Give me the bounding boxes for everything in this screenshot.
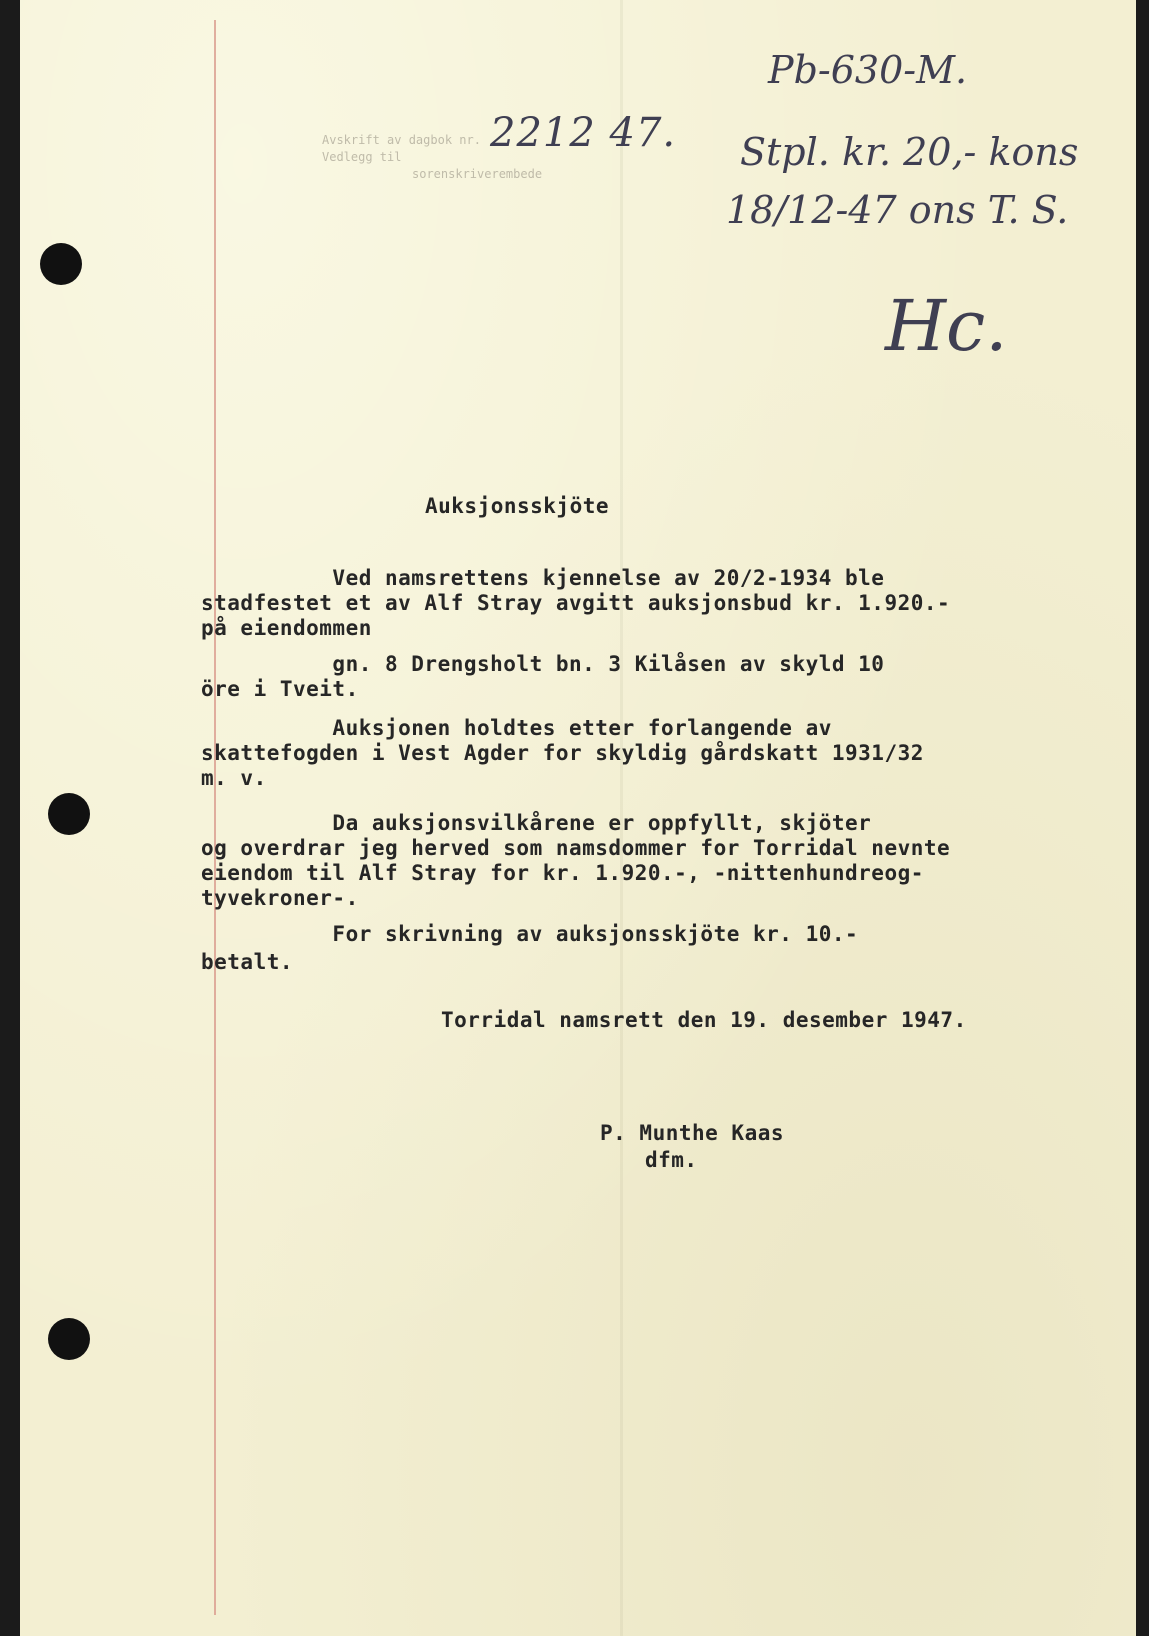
body-line-13: For skrivning av auksjonsskjöte kr. 10.- — [201, 922, 859, 946]
body-line-2: stadfestet et av Alf Stray avgitt auksjonsbud kr. 1.920.- — [201, 591, 951, 615]
body-line-5: öre i Tveit. — [201, 677, 359, 701]
handwritten-note-line-3: 18/12-47 ons T. S. — [726, 188, 1069, 232]
document-page — [20, 0, 1136, 1636]
stamp-line-2: Vedlegg til — [322, 150, 402, 164]
handwritten-note-line-1: Pb-630-M. — [768, 48, 968, 92]
body-line-14: betalt. — [201, 950, 294, 974]
body-line-11: eiendom til Alf Stray for kr. 1.920.-, -nittenhundreog- — [201, 861, 924, 885]
handwritten-ref-number: 2212 47. — [490, 110, 677, 156]
body-line-1: Ved namsrettens kjennelse av 20/2-1934 ble — [201, 566, 885, 590]
punch-hole-top — [40, 243, 82, 285]
body-line-10: og overdrar jeg herved som namsdommer for Torridal nevnte — [201, 836, 951, 860]
stamp-line-3: sorenskriverembede — [412, 167, 543, 181]
body-line-4: gn. 8 Drengsholt bn. 3 Kilåsen av skyld 10 — [201, 652, 885, 676]
place-and-date: Torridal namsrett den 19. desember 1947. — [441, 1008, 967, 1032]
body-line-3: på eiendommen — [201, 616, 372, 640]
body-line-8: m. v. — [201, 766, 267, 790]
punch-hole-middle — [48, 793, 90, 835]
body-line-12: tyvekroner-. — [201, 886, 359, 910]
document-title: Auksjonsskjöte — [425, 494, 610, 518]
body-line-7: skattefogden i Vest Agder for skyldig gårdskatt 1931/32 — [201, 741, 924, 765]
handwritten-initials: Hc. — [885, 285, 1008, 367]
signature-title: dfm. — [645, 1148, 698, 1172]
signature-name: P. Munthe Kaas — [600, 1121, 785, 1145]
body-line-6: Auksjonen holdtes etter forlangende av — [201, 716, 832, 740]
punch-hole-bottom — [48, 1318, 90, 1360]
stamp-line-1: Avskrift av dagbok nr. — [322, 133, 481, 147]
body-line-9: Da auksjonsvilkårene er oppfyllt, skjöter — [201, 811, 872, 835]
handwritten-note-line-2: Stpl. kr. 20,- kons — [740, 130, 1079, 174]
